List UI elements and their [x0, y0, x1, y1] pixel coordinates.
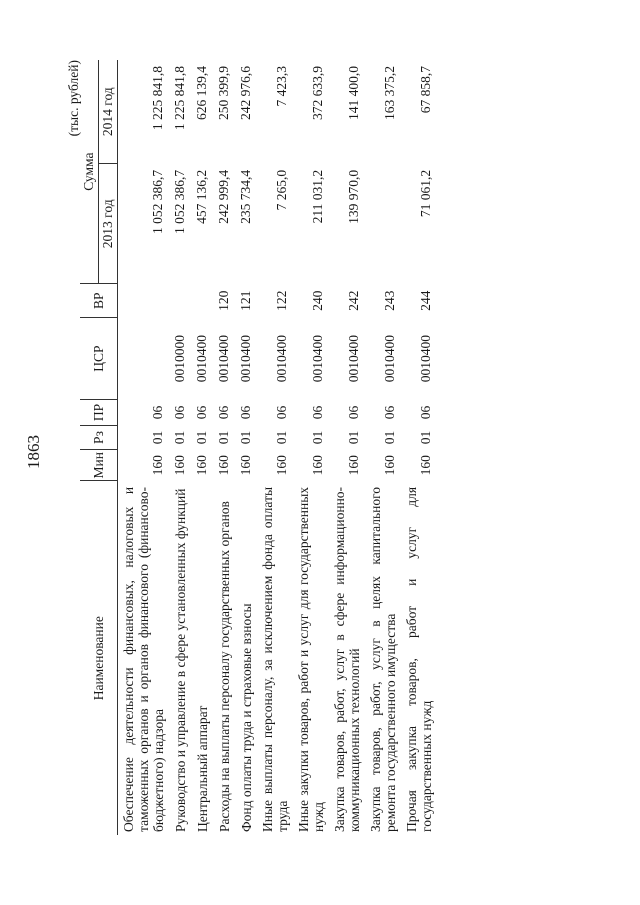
row-sum-2014: 7 423,3: [274, 66, 289, 107]
units-note: (тыс. рублей): [66, 60, 81, 137]
row-sum-2013: 235 734,4: [238, 169, 253, 224]
row-min: 160: [194, 455, 209, 476]
row-vr: 242: [346, 290, 361, 311]
header-vr: ВР: [80, 284, 118, 318]
row-vr: [169, 284, 191, 318]
row-pr: 06: [150, 405, 165, 420]
row-sum-2013: 242 999,4: [216, 169, 231, 224]
row-csr: 0010400: [194, 334, 209, 383]
row-rz: 01: [274, 430, 289, 445]
row-vr: 243: [382, 290, 397, 311]
table-header: [80, 60, 118, 835]
row-pr: 06: [172, 405, 187, 420]
row-vr: 240: [310, 290, 325, 311]
header-rz: Рз: [80, 426, 118, 450]
page-number: 1863: [24, 435, 43, 469]
header-min: Мин: [80, 450, 118, 481]
row-sum-2013: 7 265,0: [274, 169, 289, 211]
row-rz: 01: [238, 430, 253, 445]
row-min: 160: [172, 455, 187, 476]
table-row: [257, 60, 293, 835]
row-rz: 01: [216, 430, 231, 445]
row-vr: 121: [238, 290, 253, 311]
row-sum-2014: 141 400,0: [346, 66, 361, 120]
row-pr: 06: [418, 405, 433, 420]
row-min: 160: [150, 455, 165, 476]
header-pr: ПР: [80, 400, 118, 426]
row-name: Иные выплаты персоналу, за исключением фонда оплаты труда: [260, 486, 290, 832]
row-sum-2014: 1 225 841,8: [172, 66, 187, 131]
row-pr: 06: [216, 405, 231, 420]
row-pr: 06: [274, 405, 289, 420]
row-name: Обеспечение деятельности финансовых, налоговых и таможенных органов и органов финансового (финансово-бюджетного) надзора: [121, 486, 166, 832]
row-min: 160: [310, 455, 325, 476]
header-year-2014: 2014 год: [99, 60, 118, 164]
header-sum: Сумма: [80, 60, 99, 284]
row-sum-2013: 457 136,2: [194, 169, 209, 224]
row-sum-2014: 372 633,9: [310, 66, 325, 120]
row-csr: 0010400: [382, 334, 397, 383]
row-csr: 0010400: [310, 334, 325, 383]
row-min: 160: [274, 455, 289, 476]
row-vr: 122: [274, 290, 289, 311]
row-csr: 0010400: [274, 334, 289, 383]
row-csr: 0010400: [216, 334, 231, 383]
row-rz: 01: [418, 430, 433, 445]
row-min: 160: [418, 455, 433, 476]
table-row: [118, 60, 170, 835]
row-rz: 01: [172, 430, 187, 445]
table-row: [169, 60, 191, 835]
row-sum-2014: 67 858,7: [418, 66, 433, 114]
row-vr: 120: [216, 290, 231, 311]
row-vr: [191, 284, 213, 318]
row-rz: 01: [150, 430, 165, 445]
table-row: [293, 60, 329, 835]
row-csr: [118, 318, 170, 400]
table-row: [213, 60, 235, 835]
row-sum-2014: 626 139,4: [194, 66, 209, 120]
row-pr: 06: [346, 405, 361, 420]
row-rz: 01: [382, 430, 397, 445]
row-pr: 06: [382, 405, 397, 420]
row-pr: 06: [238, 405, 253, 420]
row-rz: 01: [346, 430, 361, 445]
row-sum-2013: 139 970,0: [346, 169, 361, 224]
table-body: [118, 60, 438, 835]
row-vr: 244: [418, 290, 433, 311]
table-row: [401, 60, 437, 835]
row-name: Закупка товаров, работ, услуг в целях капитального ремонта государственного имущества: [368, 486, 398, 832]
row-sum-2014: 163 375,2: [382, 66, 397, 120]
row-vr: [118, 284, 170, 318]
row-csr: 0010400: [418, 334, 433, 383]
row-sum-2013: 71 061,2: [418, 169, 433, 218]
row-sum-2013: 1 052 386,7: [150, 169, 165, 235]
row-min: 160: [382, 455, 397, 476]
header-name: Наименование: [80, 481, 118, 835]
table-row: [329, 60, 365, 835]
row-sum-2013: 1 052 386,7: [172, 169, 187, 235]
row-min: 160: [346, 455, 361, 476]
header-csr: ЦСР: [80, 318, 118, 400]
row-name: Иные закупки товаров, работ и услуг для государственных нужд: [296, 486, 326, 832]
row-sum-2014: 1 225 841,8: [150, 66, 165, 131]
row-sum-2014: 242 976,6: [238, 66, 253, 120]
table-row: [365, 60, 401, 835]
row-csr: 0010000: [172, 334, 187, 383]
row-csr: 0010400: [346, 334, 361, 383]
row-name: Прочая закупка товаров, работ и услуг для государственных нужд: [404, 486, 434, 832]
row-name: Фонд оплаты труда и страховые взносы: [239, 603, 254, 832]
row-name: Центральный аппарат: [195, 705, 210, 832]
row-pr: 06: [310, 405, 325, 420]
row-sum-2014: 250 399,9: [216, 66, 231, 120]
row-pr: 06: [194, 405, 209, 420]
header-year-2013: 2013 год: [99, 164, 118, 284]
row-rz: 01: [194, 430, 209, 445]
row-name: Руководство и управление в сфере установленных функций: [173, 488, 188, 832]
row-name: Расходы на выплаты персоналу государственных органов: [217, 501, 232, 832]
row-sum-2013: [365, 164, 401, 284]
row-min: 160: [238, 455, 253, 476]
budget-table: [80, 60, 437, 835]
table-row: [235, 60, 257, 835]
table-row: [191, 60, 213, 835]
row-rz: 01: [310, 430, 325, 445]
row-csr: 0010400: [238, 334, 253, 383]
row-name: Закупка товаров, работ, услуг в сфере информационно-коммуникационных технологий: [332, 486, 362, 832]
row-sum-2013: 211 031,2: [310, 169, 325, 224]
row-min: 160: [216, 455, 231, 476]
